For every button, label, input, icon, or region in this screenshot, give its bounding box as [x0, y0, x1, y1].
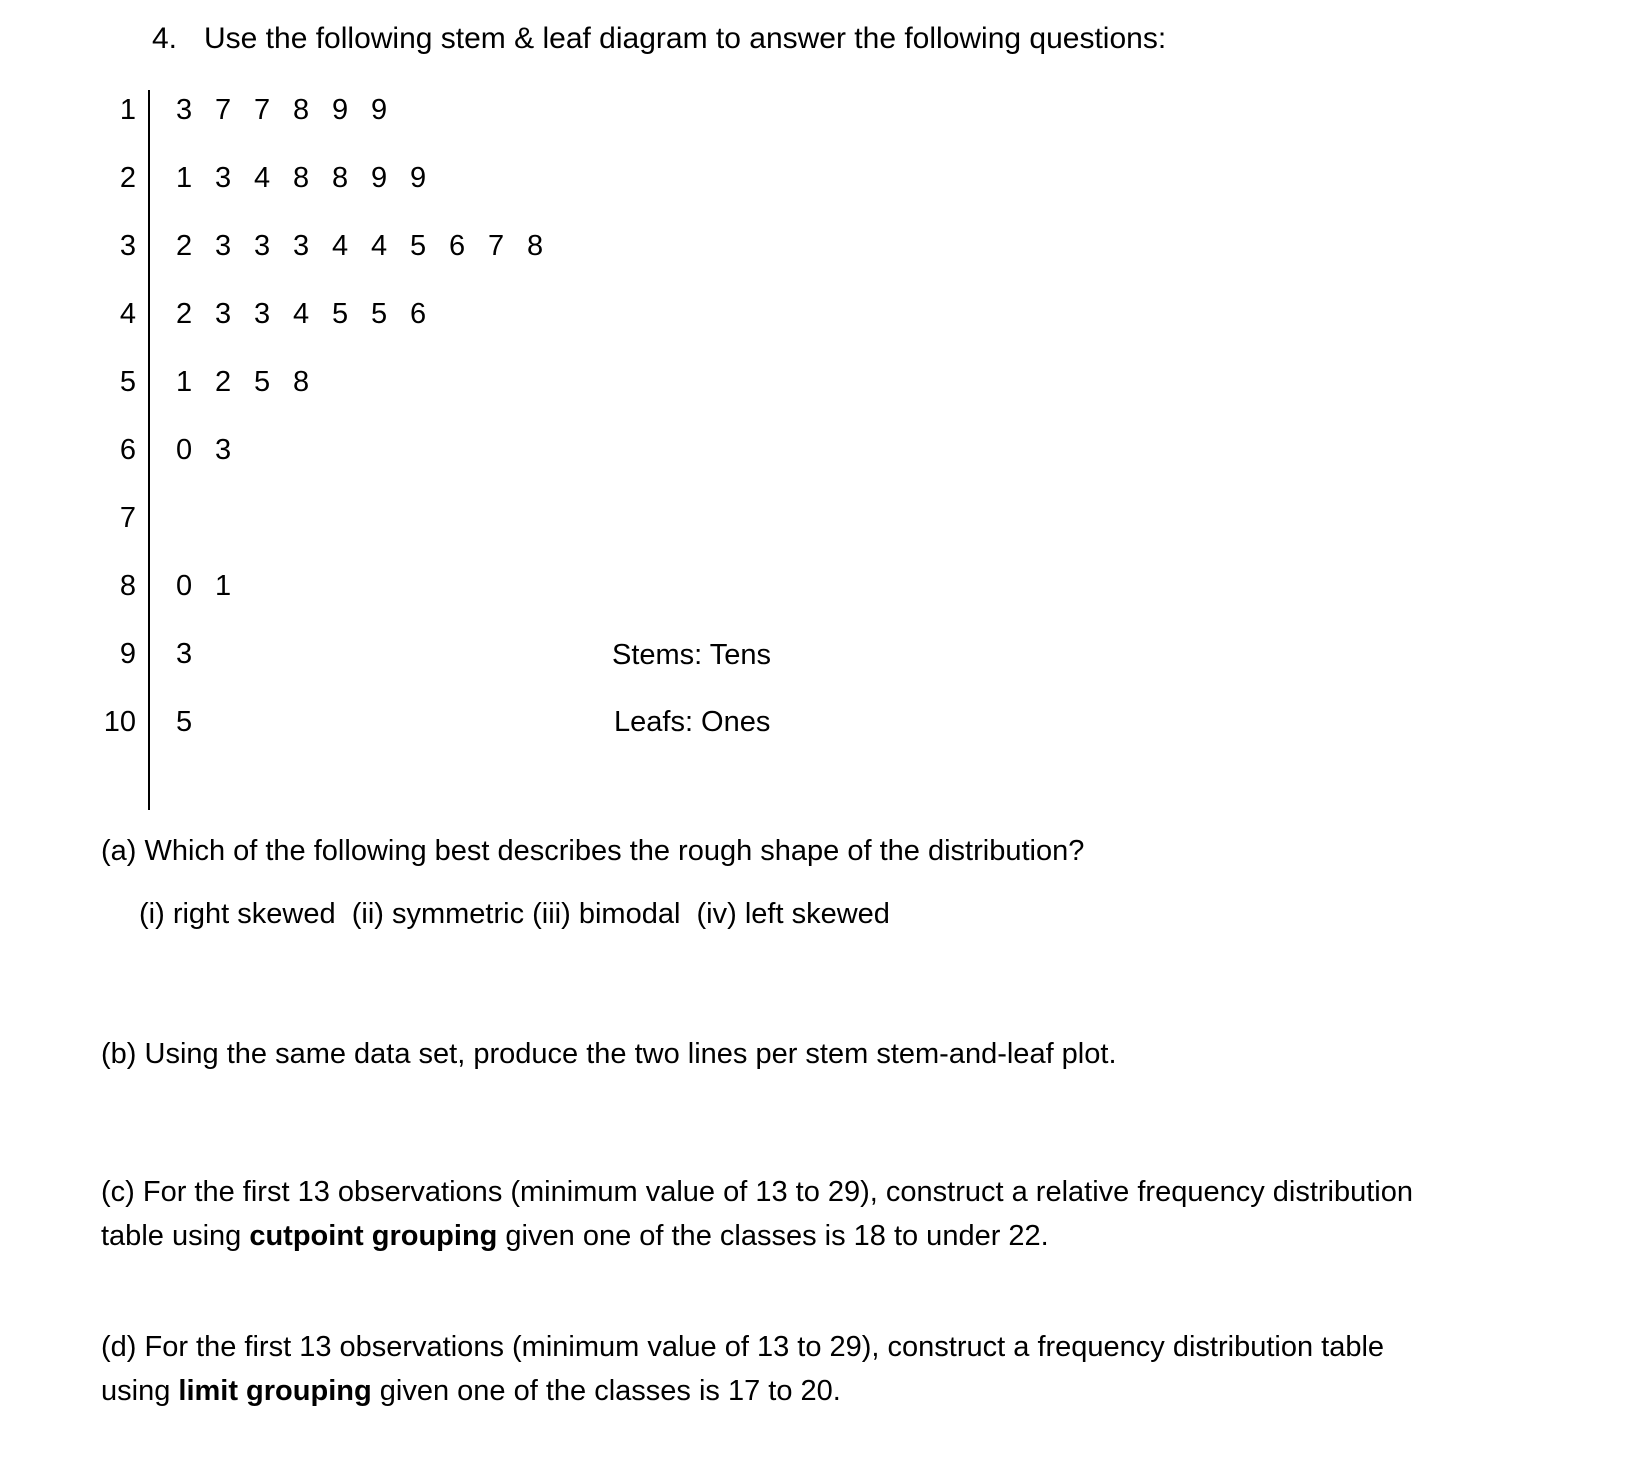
part-b-question: (b) Using the same data set, produce the two lines per stem stem-and-leaf plot. — [101, 1038, 1117, 1070]
leaf-value: 3 — [254, 298, 271, 330]
leaf-value: 3 — [215, 230, 232, 262]
leaf-value: 3 — [254, 230, 271, 262]
leaf-value: 7 — [488, 230, 505, 262]
leaf-value: 0 — [176, 570, 193, 602]
question-number: 4. — [152, 22, 178, 55]
leaf-value: 7 — [254, 94, 271, 126]
leaf-value: 4 — [293, 298, 310, 330]
leaf-value: 4 — [254, 162, 271, 194]
leaf-value: 1 — [215, 570, 232, 602]
stem-value: 9 — [119, 638, 136, 670]
stem-value: 7 — [119, 502, 136, 534]
leaf-value: 4 — [332, 230, 349, 262]
stem-value: 10 — [103, 706, 136, 738]
stem-leaf-row — [0, 502, 1650, 542]
leaf-value: 9 — [371, 94, 388, 126]
stem-value: 5 — [119, 366, 136, 398]
leaf-value: 9 — [332, 94, 349, 126]
part-d-line-2 — [101, 1369, 1384, 1413]
leaf-list — [176, 298, 449, 331]
part-c-line-2 — [101, 1214, 1413, 1258]
stem-value: 4 — [119, 298, 136, 330]
leaf-value: 0 — [176, 434, 193, 466]
stem-leaf-row — [0, 94, 1650, 134]
stem-leaf-row — [0, 638, 1650, 678]
stem-leaf-row — [0, 162, 1650, 202]
part-c-line-1: (c) For the first 13 observations (minimum value of 13 to 29), construct a relative frequency distribution — [101, 1176, 1414, 1208]
leaf-value: 3 — [176, 94, 193, 126]
leaf-value: 6 — [410, 298, 427, 330]
leaf-value: 3 — [176, 638, 193, 670]
leaf-list — [176, 162, 449, 195]
leaf-list — [176, 706, 215, 739]
leaf-value: 1 — [176, 162, 193, 194]
stem-leaf-row — [0, 706, 1650, 746]
leaf-value: 9 — [410, 162, 427, 194]
part-a-options: (i) right skewed (ii) symmetric (iii) bimodal (iv) left skewed — [139, 898, 890, 930]
leaf-value: 2 — [215, 366, 232, 398]
stem-value: 3 — [119, 230, 136, 262]
leaf-value: 1 — [176, 366, 193, 398]
leaf-list — [176, 570, 254, 603]
part-d-emphasis: limit grouping — [178, 1375, 372, 1407]
stem-leaf-row — [0, 570, 1650, 610]
leaf-value: 7 — [215, 94, 232, 126]
stem-leaf-row — [0, 298, 1650, 338]
part-c-emphasis: cutpoint grouping — [249, 1220, 498, 1252]
leaf-value: 8 — [293, 162, 310, 194]
leaf-list — [176, 94, 410, 127]
part-d-text-end: given one of the classes is 17 to 20. — [371, 1375, 841, 1407]
leaf-value: 3 — [215, 434, 232, 466]
part-c-question — [101, 1170, 1413, 1258]
stem-value: 1 — [119, 94, 136, 126]
stem-leaf-row — [0, 230, 1650, 270]
stem-value: 6 — [119, 434, 136, 466]
leaf-list — [176, 230, 566, 263]
part-d-line-1: (d) For the first 13 observations (minimum value of 13 to 29), construct a frequency distribution table — [101, 1331, 1385, 1363]
part-c-text: table using — [101, 1220, 250, 1252]
leaf-value: 8 — [527, 230, 544, 262]
leaf-value: 2 — [176, 298, 193, 330]
leaf-value: 3 — [215, 162, 232, 194]
leaf-list — [176, 366, 332, 399]
leaf-value: 6 — [449, 230, 466, 262]
leaf-value: 9 — [371, 162, 388, 194]
part-c-text-end: given one of the classes is 18 to under 22. — [497, 1220, 1049, 1252]
question-heading — [152, 22, 1166, 56]
leaf-value: 2 — [176, 230, 193, 262]
leaf-value: 5 — [371, 298, 388, 330]
legend-leafs: Leafs: Ones — [614, 706, 771, 738]
leaf-value: 8 — [293, 366, 310, 398]
legend-stems: Stems: Tens — [612, 639, 772, 671]
leaf-value: 5 — [254, 366, 271, 398]
leaf-value: 8 — [332, 162, 349, 194]
leaf-value: 3 — [215, 298, 232, 330]
stem-leaf-row — [0, 434, 1650, 474]
leaf-value: 5 — [176, 706, 193, 738]
part-d-text: using — [101, 1375, 179, 1407]
leaf-value: 5 — [410, 230, 427, 262]
stem-value: 8 — [119, 570, 136, 602]
leaf-list — [176, 434, 254, 467]
leaf-value: 8 — [293, 94, 310, 126]
leaf-list — [176, 638, 215, 671]
stem-leaf-row — [0, 366, 1650, 406]
leaf-value: 5 — [332, 298, 349, 330]
leaf-value: 4 — [371, 230, 388, 262]
question-prompt: Use the following stem & leaf diagram to answer the following questions: — [204, 22, 1167, 55]
leaf-value: 3 — [293, 230, 310, 262]
part-a-question: (a) Which of the following best describes the rough shape of the distribution? — [101, 835, 1085, 867]
stem-value: 2 — [119, 162, 136, 194]
part-d-question — [101, 1325, 1384, 1413]
